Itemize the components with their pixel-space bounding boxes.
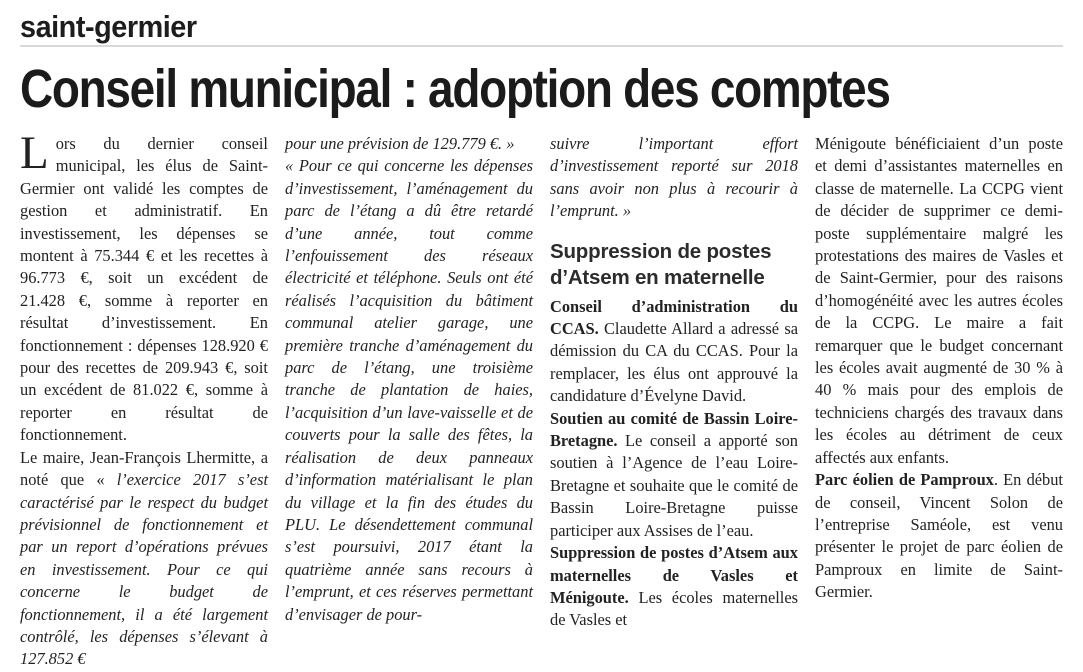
paragraph: [550, 542, 798, 632]
paragraph: [550, 408, 798, 542]
text-run: ors du dernier conseil municipal, les élus de Saint-Germier ont validé les comptes de gestion et administratif. En investissement, les dépenses se montent à 75.344 € et les recettes à 96.773 €, soit un excédent de 21.428 €, somme à reporter en résultat d’investissement. En fonctionnement : dépenses 128.920 € pour des recettes de 209.943 €, soit un excédent de 81.022 €, somme à reporter en résultat de fonctionnement.: [20, 134, 268, 445]
article-column-2: [285, 133, 533, 671]
text-run: Parc éolien de Pamproux: [815, 470, 994, 490]
paragraph: [20, 447, 268, 671]
text-run: Suppression de postes d’Atsem aux maternelles de Vasles et Ménigoute.: [550, 543, 798, 607]
text-run: Le conseil a apporté son soutien à l’Agence de l’eau Loire-Bretagne et souhaite que le comité de Bassin Loire-Bretagne puisse participer aux Assises de l’eau.: [550, 431, 798, 540]
paragraph: [285, 155, 533, 626]
article-columns: [20, 127, 1063, 671]
subhead-line: d’Atsem en maternelle: [550, 265, 765, 289]
text-run: Claudette Allard a adressé sa démission du CA du CCAS. Pour la remplacer, les élus ont approuvé la candidature d’Évelyne David.: [550, 319, 798, 406]
article-column-1: [20, 127, 269, 671]
paragraph: [815, 469, 1063, 603]
paragraph: [550, 296, 798, 408]
text-run: Conseil d’administration du CCAS.: [550, 296, 798, 339]
article-column-3: [550, 133, 798, 671]
text-run: « Pour ce qui concerne les dépenses d’investissement, l’aménagement du parc de l’étang a dû être retardé d’une année, tout comme l’enfouissement des réseaux électricité et téléphone. Seuls ont été réalisés l’acquisition du bâtiment communal atelier garage, une première tranche d’aménagement du parc de l’étang, une troisième tranche de plantation de haies, l’acquisition d’un lave-vaisselle et de couverts pour la salle des fêtes, la réalisation de deux panneaux d’information matérialisant le plan du village et la fin des études du PLU. Le désendettement communal s’est poursuivi, 2017 étant la quatrième année sans recours à l’emprunt, et ces réserves permettant d’envisager de pour-: [285, 156, 533, 624]
paragraph: [20, 127, 268, 447]
paragraph: [550, 133, 798, 223]
drop-cap: L: [20, 127, 49, 179]
text-run: Le maire, Jean-François Lhermitte, a noté que «: [20, 447, 268, 490]
text-run: . En début de conseil, Vincent Solon de l’entreprise Saméole, est venu présenter le projet de parc éolien de Pamproux en limite de Saint-Germier.: [815, 470, 1063, 602]
subhead: [550, 239, 798, 291]
paragraph: [815, 133, 1063, 469]
article-headline: Conseil municipal : adoption des comptes: [20, 59, 890, 119]
text-run: pour une prévision de 129.779 €. »: [285, 134, 515, 153]
text-run: Soutien au comité de Bassin Loire-Bretagne.: [550, 408, 798, 451]
paragraph: [285, 133, 533, 155]
article-column-4: [815, 133, 1063, 671]
text-run: suivre l’important effort d’investissement reporté sur 2018 sans avoir non plus à recourir à l’emprunt. »: [550, 134, 798, 221]
subhead-line: Suppression de postes: [550, 239, 772, 263]
text-run: Les écoles maternelles de Vasles et: [550, 587, 798, 630]
section-kicker: saint-germier: [20, 9, 197, 44]
text-run: Ménigoute bénéficiaient d’un poste et demi d’assistantes maternelles en classe de maternelle. La CCPG vient de décider de supprimer ce demi-poste supplémentaire malgré les protestations des maires de Vasles et de Saint-Germier, pour des raisons d’homogénéité avec les autres écoles de la CCPG. Le maire a fait remarquer que le budget concernant les écoles avait augmenté de 30 % à 40 % mais pour des emplois de techniciens chargés des travaux dans les écoles au détriment de ceux affectés aux enfants.: [815, 134, 1063, 467]
kicker-rule: [20, 45, 1063, 47]
text-run: l’exercice 2017 s’est caractérisé par le respect du budget prévisionnel de fonctionnement et par un report d’opérations prévues en investissement. Pour ce qui concerne le budget de fonctionnement, il a été largement contrôlé, les dépenses s’élevant à 127.852 €: [20, 470, 269, 669]
